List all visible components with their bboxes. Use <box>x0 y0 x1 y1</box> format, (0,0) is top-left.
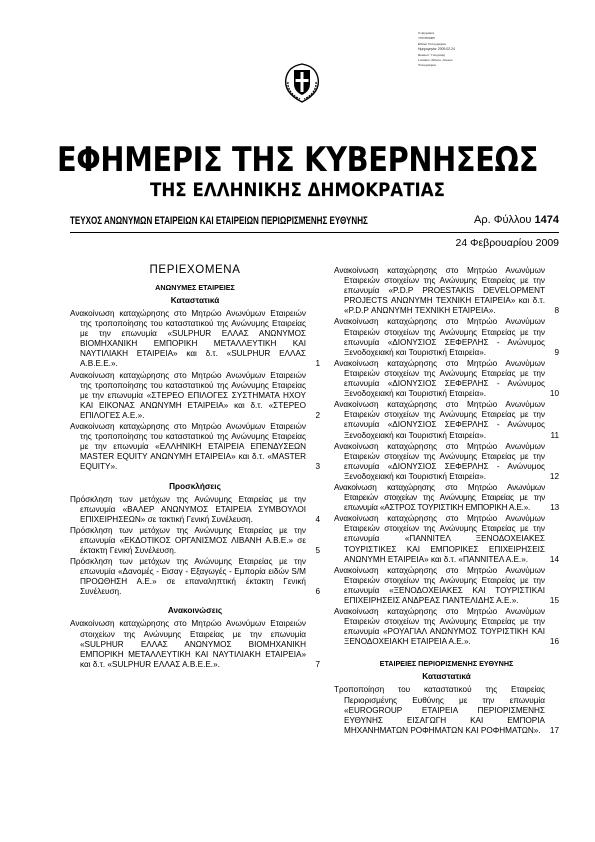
toc-entry-page: 17 <box>549 725 559 735</box>
toc-entry-text: Ανακοίνωση καταχώρησης στο Μητρώο Ανωνύμων Εταιρειών στοιχείων της Ανώνυμης Εταιρείας με την επωνυμία «ΔΙΟΝΥΣΙΟΣ ΣΕΦΕΡΛΗΣ - Ανώνυμος Ξενοδοχειακή και Τουριστική Εταιρεία». <box>334 358 545 399</box>
toc-entry-page: 2 <box>315 410 320 420</box>
toc-entry[interactable] <box>70 619 320 669</box>
toc-entry[interactable] <box>334 483 559 513</box>
toc-entry-page: 12 <box>549 471 559 481</box>
section-group-heading: ΑΝΩΝΥΜΕΣ ΕΤΑΙΡΕΙΕΣ <box>155 283 235 292</box>
toc-entry[interactable] <box>334 359 559 399</box>
section-heading: Καταστατικά <box>422 672 471 682</box>
toc-entry-text: Ανακοίνωση καταχώρησης στο Μητρώο Ανωνύμων Εταιρειών στοιχείων της Ανώνυμης Εταιρείας με την επωνυμία «ΠΑΝΝΙΤΕΛ ΞΕΝΟΔΟΧΕΙΑΚΕΣ ΤΟΥΡΙΣΤΙΚΕΣ ΚΑΙ ΕΜΠΟΡΙΚΕΣ ΕΠΙΧΕΙΡΗΣΕΙΣ ΑΝΩΝΥΜΗ ΕΤΑΙΡΕΙΑ» και δ.τ. «ΠΑΝΝΙΤΕΛ Α.Ε.». <box>334 514 545 564</box>
section-heading: Ανακοινώσεις <box>167 606 223 616</box>
toc-entry-page: 15 <box>549 596 559 605</box>
toc-entry-text: Ανακοίνωση καταχώρησης στο Μητρώο Ανωνύμων Εταιρειών της τροποποίησης του καταστατικού της Ανώνυμης Εταιρείας με την επωνυμία «SULPHUR ΕΛΛΑΣ ΑΝΩΝΥΜΟΣ ΒΙΟΜΗΧΑΝΙΚΗ ΕΜΠΟΡΙΚΗ ΜΕΤΑΛΛΕΥΤΙΚΗ ΚΑΙ ΝΑΥΤΙΛΙΑΚΗ ΕΤΑΙΡΕΙΑ» και δ.τ. «SULPHUR ΕΛΛΑΣ Α.Β.Ε.Ε.». <box>70 309 306 369</box>
toc-entry-text: Ανακοίνωση καταχώρησης στο Μητρώο Ανωνύμων Εταιρειών στοιχείων της Ανώνυμης Εταιρείας με την επωνυμία «ΔΙΟΝΥΣΙΟΣ ΣΕΦΕΡΛΗΣ - Ανώνυμος Ξενοδοχειακή και Τουριστική Εταιρεία». <box>334 441 545 481</box>
toc-entry-page: 5 <box>315 545 320 555</box>
toc-entry-text: Ανακοίνωση καταχώρησης στο Μητρώο Ανωνύμων Εταιρειών της τροποποίησης του καταστατικού της Ανώνυμης Εταιρείας με την επωνυμία «ΕΛΛΗΝΙΚΗ ΕΤΑΙΡΕΙΑ ΕΠΕΝΔΥΣΕΩΝ MASTER EQUITY ΑΝΩΝΥΜΗ ΕΤΑΙΡΕΙΑ» και δ.τ. «MASTER EQUITY». <box>70 422 306 472</box>
toc-entry[interactable] <box>70 495 320 525</box>
toc-entry-page: 11 <box>550 430 559 440</box>
toc-entry-page: 13 <box>550 503 559 513</box>
toc-entry-text: Πρόσκληση των μετόχων της Ανώνυμης Εταιρείας με την επωνυμία «Δανομές - Εισαγ - Εξαγωγές - Εμπορία ειδών S/M ΠΡΟΩΘΗΣΗ Α.Ε.» σε επαναληπτική έκτακτη Γενική Συνέλευση. <box>70 557 306 597</box>
toc-entry-page: 1 <box>315 359 320 369</box>
stamp-line: Ο ψηφιακός <box>418 31 435 35</box>
toc-entry-text: Ανακοίνωση καταχώρησης στο Μητρώο Ανωνύμων Εταιρειών στοιχείων της Ανώνυμης Εταιρείας με την επωνυμία «ΡΟΥΑΓΙΑΛ ΑΝΩΝΥΜΟΣ ΤΟΥΡΙΣΤΙΚΗ ΚΑΙ ΞΕΝΟΔΟΧΕΙΑΚΗ ΕΤΑΙΡΕΙΑ Α.Ε.». <box>334 607 545 647</box>
toc-entry-page: 8 <box>554 306 559 316</box>
toc-entry-text: Ανακοίνωση καταχώρησης στο Μητρώο Ανωνύμων Εταιρειών στοιχείων της Ανώνυμης Εταιρείας με την επωνυμία «ΞΕΝΟΔΟΧΕΙΑΚΕΣ ΚΑΙ ΤΟΥΡΙΣΤΙΚΑΙ ΕΠΙΧΕΙΡΗΣΕΙΣ ΑΝΔΡΕΑΣ ΠΑΝΤΕΛΙΔΗΣ Α.Ε.». <box>334 565 545 605</box>
section-heading: Καταστατικά <box>170 296 220 305</box>
toc-entry-text: Πρόσκληση των μετόχων της Ανώνυμης Εταιρείας με την επωνυμία «ΕΚΔΟΤΙΚΟΣ ΟΡΓΑΝΙΣΜΟΣ ΛΙΒΑΝΗ Α.Β.Ε.» σε έκτακτη Γενική Συνέλευση. <box>70 525 306 555</box>
toc-entry[interactable] <box>334 685 559 735</box>
toc-entry[interactable] <box>70 422 320 472</box>
toc-entry-text: Πρόσκληση των μετόχων της Ανώνυμης Εταιρείας με την επωνυμία «ΒΑΛΕΡ ΑΝΩΝΥΜΟΣ ΕΤΑΙΡΕΙΑ ΣΥΜΒΟΥΛΟΙ ΕΠΙΧΕΙΡΗΣΕΩΝ» σε τακτική Γενική Συνέλευση. <box>70 494 306 524</box>
toc-entry[interactable] <box>334 266 559 316</box>
toc-entry-page: 9 <box>554 347 559 357</box>
digital-signature-stamp <box>418 31 488 69</box>
toc-entry-page: 3 <box>315 462 320 472</box>
toc-entry-text: Ανακοίνωση καταχώρησης στο Μητρώο Ανωνύμων Εταιρειών της τροποποίησης του καταστατικού της Ανώνυμης Εταιρείας με την επωνυμία «ΣΤΕΡΕΟ ΕΠΙΛΟΓΕΣ ΣΥΣΤΗΜΑΤΑ ΗΧΟΥ ΚΑΙ ΕΙΚΟΝΑΣ ΑΝΩΝΥΜΗ ΕΤΑΙΡΕΙΑ» και δ.τ. «ΣΤΕΡΕΟ ΕΠΙΛΟΓΕΣ Α.Ε.». <box>70 370 306 420</box>
toc-entry-text: Ανακοίνωση καταχώρησης στο Μητρώο Ανωνύμων Εταιρειών στοιχείων της Ανώνυμης Εταιρείας με την επωνυμία «ΔΙΟΝΥΣΙΟΣ ΣΕΦΕΡΛΗΣ - Ανώνυμος Ξενοδοχειακή και Τουριστική Εταιρεία». <box>334 400 545 440</box>
issue-date: 24 Φεβρουαρίου 2009 <box>455 237 559 249</box>
toc-entry-text: Ανακοίνωση καταχώρησης στο Μητρώο Ανωνύμων Εταιρειών στοιχείων της Ανώνυμης Εταιρείας με την επωνυμία «ΑΣΤΡΟΣ ΤΟΥΡΙΣΤΙΚΗ ΕΜΠΟΡΙΚΗ Α.Ε.». <box>334 482 545 513</box>
toc-entry-page: 4 <box>315 514 320 524</box>
toc-entry-text: Ανακοίνωση καταχώρησης στο Μητρώο Ανωνύμων Εταιρειών στοιχείων της Ανώνυμης Εταιρείας με την επωνυμία «SULPHUR ΕΛΛΑΣ ΑΝΩΝΥΜΟΣ ΒΙΟΜΗΧΑΝΙΚΗ ΕΜΠΟΡΙΚΗ ΜΕΤΑΛΛΕΥΤΙΚΗ ΚΑΙ ΝΑΥΤΙΛΙΑΚΗ ΕΤΑΙΡΕΙΑ» και δ.τ. «SULPHUR ΕΛΛΑΣ Α.Β.Ε.Ε.». <box>70 619 306 669</box>
toc-entry[interactable] <box>334 442 559 482</box>
sheet-number-value: 1474 <box>534 214 559 226</box>
toc-entry[interactable] <box>334 607 559 647</box>
toc-entry[interactable] <box>334 566 559 606</box>
toc-entry[interactable] <box>70 371 320 421</box>
stamp-line: ΥΠΟΓΡΑΦΗ <box>418 36 435 41</box>
coat-of-arms-icon <box>280 58 324 106</box>
toc-title: ΠΕΡΙΕΧΟΜΕΝΑ <box>149 264 241 276</box>
stamp-line: Ημερομηνία: 2009.02.24 <box>418 47 455 52</box>
stamp-line: Reason: Υπογραφή <box>418 52 446 57</box>
section-heading: Προσκλήσεις <box>169 481 221 491</box>
toc-entry-text: Τροποποίηση του καταστατικού της Εταιρείας Περιορισμένης Ευθύνης με την επωνυμία «EUROGROUP ΕΤΑΙΡΕΙΑ ΠΕΡΙΟΡΙΣΜΕΝΗΣ ΕΥΘΥΝΗΣ ΕΙΣΑΓΩΓΗ ΚΑΙ ΕΜΠΟΡΙΑ ΜΗΧΑΝΗΜΑΤΩΝ ΡΟΦΗΜΑΤΩΝ ΚΑΙ ΡΟΦΗΜΑΤΩΝ». <box>334 685 545 735</box>
stamp-line: Εθνικό Τυπογραφείο <box>418 41 447 46</box>
toc-entry-page: 10 <box>549 389 559 399</box>
stamp-line: Location: Athens, Greece <box>418 58 453 63</box>
gazette-title: ΕΦΗΜΕΡΙΣ ΤΗΣ ΚΥΒΕΡΝΗΣΕΩΣ <box>56 140 539 179</box>
toc-entry[interactable] <box>70 309 320 370</box>
header-divider <box>70 232 559 233</box>
toc-entry-page: 14 <box>549 554 559 564</box>
toc-entry-text: Ανακοίνωση καταχώρησης στο Μητρώο Ανωνύμων Εταιρειών στοιχείων της Ανώνυμης Εταιρείας με την επωνυμία «ΔΙΟΝΥΣΙΟΣ ΣΕΦΕΡΛΗΣ - Ανώνυμος Ξενοδοχειακή και Τουριστική Εταιρεία». <box>334 317 545 357</box>
toc-entry-page: 6 <box>315 587 320 597</box>
toc-right-column <box>334 266 559 737</box>
toc-entry[interactable] <box>334 514 559 564</box>
toc-entry[interactable] <box>334 317 559 357</box>
toc-entry-page: 16 <box>549 637 559 647</box>
section-group-heading: ΕΤΑΙΡΕΙΕΣ ΠΕΡΙΟΡΙΣΜΕΝΗΣ ΕΥΘΥΝΗΣ <box>379 659 514 669</box>
toc-entry-page: 7 <box>315 659 320 669</box>
toc-entry-text: Ανακοίνωση καταχώρησης στο Μητρώο Ανωνύμων Εταιρειών στοιχείων της Ανώνυμης Εταιρείας με την επωνυμία «P.D.P PROESTAKIS DEVELOPMENT PROJECTS ΑΝΩΝΥΜΗ ΤΕΧΝΙΚΗ ΕΤΑΙΡΕΙΑ» και δ.τ. «P.D.P ΑΝΩΝΥΜΗ ΤΕΧΝΙΚΗ ΕΤΑΙΡΕΙΑ». <box>334 266 545 316</box>
toc-entry[interactable] <box>70 557 320 597</box>
toc-entry[interactable] <box>70 526 320 556</box>
issue-type: ΤΕΥΧΟΣ ΑΝΩΝΥΜΩΝ ΕΤΑΙΡΕΙΩΝ ΚΑΙ ΕΤΑΙΡΕΙΩΝ ΠΕΡΙΩΡΙΣΜΕΝΗΣ ΕΥΘΥΝΗΣ <box>70 215 368 227</box>
stamp-line: Τυπογραφείο <box>418 63 437 68</box>
toc-entry[interactable] <box>334 400 559 440</box>
toc-left-column <box>70 262 320 671</box>
sheet-number-label: Αρ. Φύλλου <box>473 214 532 226</box>
gazette-subtitle: ΤΗΣ ΕΛΛΗΝΙΚΗΣ ΔΗΜΟΚΡΑΤΙΑΣ <box>149 180 446 201</box>
sheet-number <box>474 214 559 226</box>
